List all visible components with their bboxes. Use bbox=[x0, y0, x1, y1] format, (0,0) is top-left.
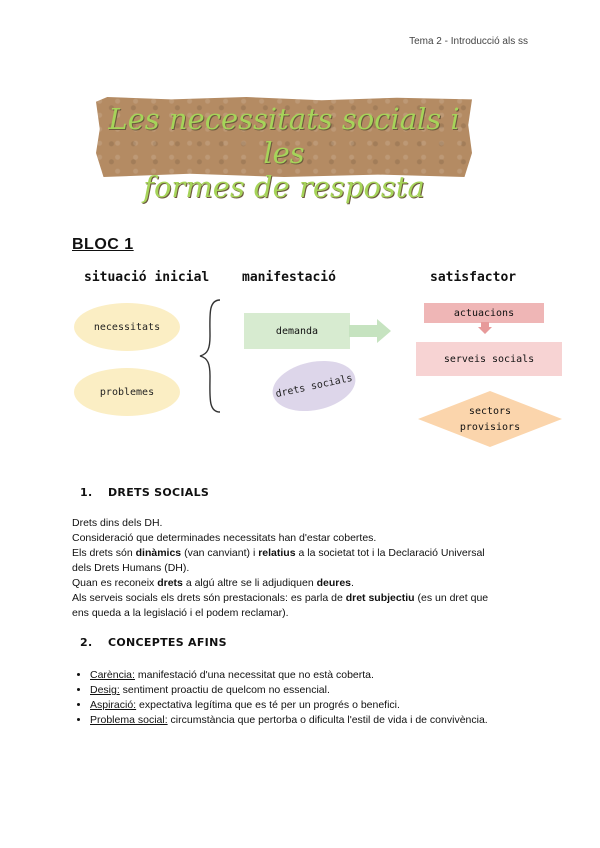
section-2-number: 2. bbox=[80, 636, 93, 649]
node-serveis-socials: serveis socials bbox=[416, 342, 562, 376]
col-head-satisfactor: satisfactor bbox=[430, 270, 517, 285]
banner-title bbox=[96, 102, 472, 204]
body-line: Als serveis socials els drets són prestacionals: es parla de dret subjectiu (es un dret que bbox=[72, 592, 489, 604]
col-head-manifestacio: manifestació bbox=[242, 270, 336, 285]
keyword-dinamics: dinàmics bbox=[135, 547, 182, 559]
concept-term: Aspiració: bbox=[90, 699, 137, 711]
sectors-line-1: sectors bbox=[468, 406, 512, 417]
concept-term: Problema social: bbox=[90, 714, 168, 726]
section-1-number: 1. bbox=[80, 486, 93, 499]
body-line: Drets dins dels DH. bbox=[72, 517, 163, 529]
node-drets-socials bbox=[268, 354, 360, 418]
header-note: Tema 2 - Introducció als ss bbox=[409, 36, 528, 47]
arrow-demanda bbox=[349, 319, 393, 343]
sectors-line-2: provisiors bbox=[459, 422, 521, 433]
keyword-deures: deures bbox=[316, 577, 352, 589]
node-actuacions: actuacions bbox=[424, 303, 544, 323]
list-item: • Problema social: circumstància que pertorba o dificulta l'estil de vida i de convivència. bbox=[90, 713, 530, 728]
arrow-actuacions bbox=[478, 322, 492, 334]
body-line: Consideració que determinades necessitats han d'estar cobertes. bbox=[72, 532, 377, 544]
bloc-title: BLOC 1 bbox=[72, 236, 134, 253]
concepts-list bbox=[72, 668, 530, 728]
concept-term: Desig: bbox=[90, 684, 120, 696]
list-item: • Aspiració: expectativa legítima que es té per un progrés o benefici. bbox=[90, 698, 530, 713]
body-line: Els drets són dinàmics (van canviant) i relatius a la societat tot i la Declaració Universal bbox=[72, 547, 485, 559]
col-head-situacio: situació inicial bbox=[84, 270, 210, 285]
keyword-relatius: relatius bbox=[258, 547, 296, 559]
list-item: • Carència: manifestació d'una necessitat que no està coberta. bbox=[90, 668, 530, 683]
drets-socials-label: drets socials bbox=[274, 372, 354, 400]
node-problemes: problemes bbox=[74, 368, 180, 416]
brace bbox=[196, 296, 226, 418]
node-demanda: demanda bbox=[244, 313, 350, 349]
body-line: ens queda a la legislació i el podem reclamar). bbox=[72, 607, 289, 619]
node-necessitats: necessitats bbox=[74, 303, 180, 351]
section-2-title: CONCEPTES AFINS bbox=[108, 636, 227, 649]
section-2-heading bbox=[80, 636, 227, 649]
body-line: dels Drets Humans (DH). bbox=[72, 562, 190, 574]
section-1-body bbox=[72, 516, 532, 621]
node-sectors bbox=[418, 404, 562, 436]
keyword-dret-subjectiu: dret subjectiu bbox=[345, 592, 415, 604]
list-item: • Desig: sentiment proactiu de quelcom no essencial. bbox=[90, 683, 530, 698]
concept-term: Carència: bbox=[90, 669, 135, 681]
section-1-title: DRETS SOCIALS bbox=[108, 486, 210, 499]
keyword-drets: drets bbox=[157, 577, 183, 589]
section-1-heading bbox=[80, 486, 209, 499]
body-line: Quan es reconeix drets a algú altre se li adjudiquen deures. bbox=[72, 577, 354, 589]
banner-title-line-1: Les necessitats socials i les bbox=[108, 102, 460, 170]
banner-title-line-2: formes de resposta bbox=[143, 170, 425, 204]
